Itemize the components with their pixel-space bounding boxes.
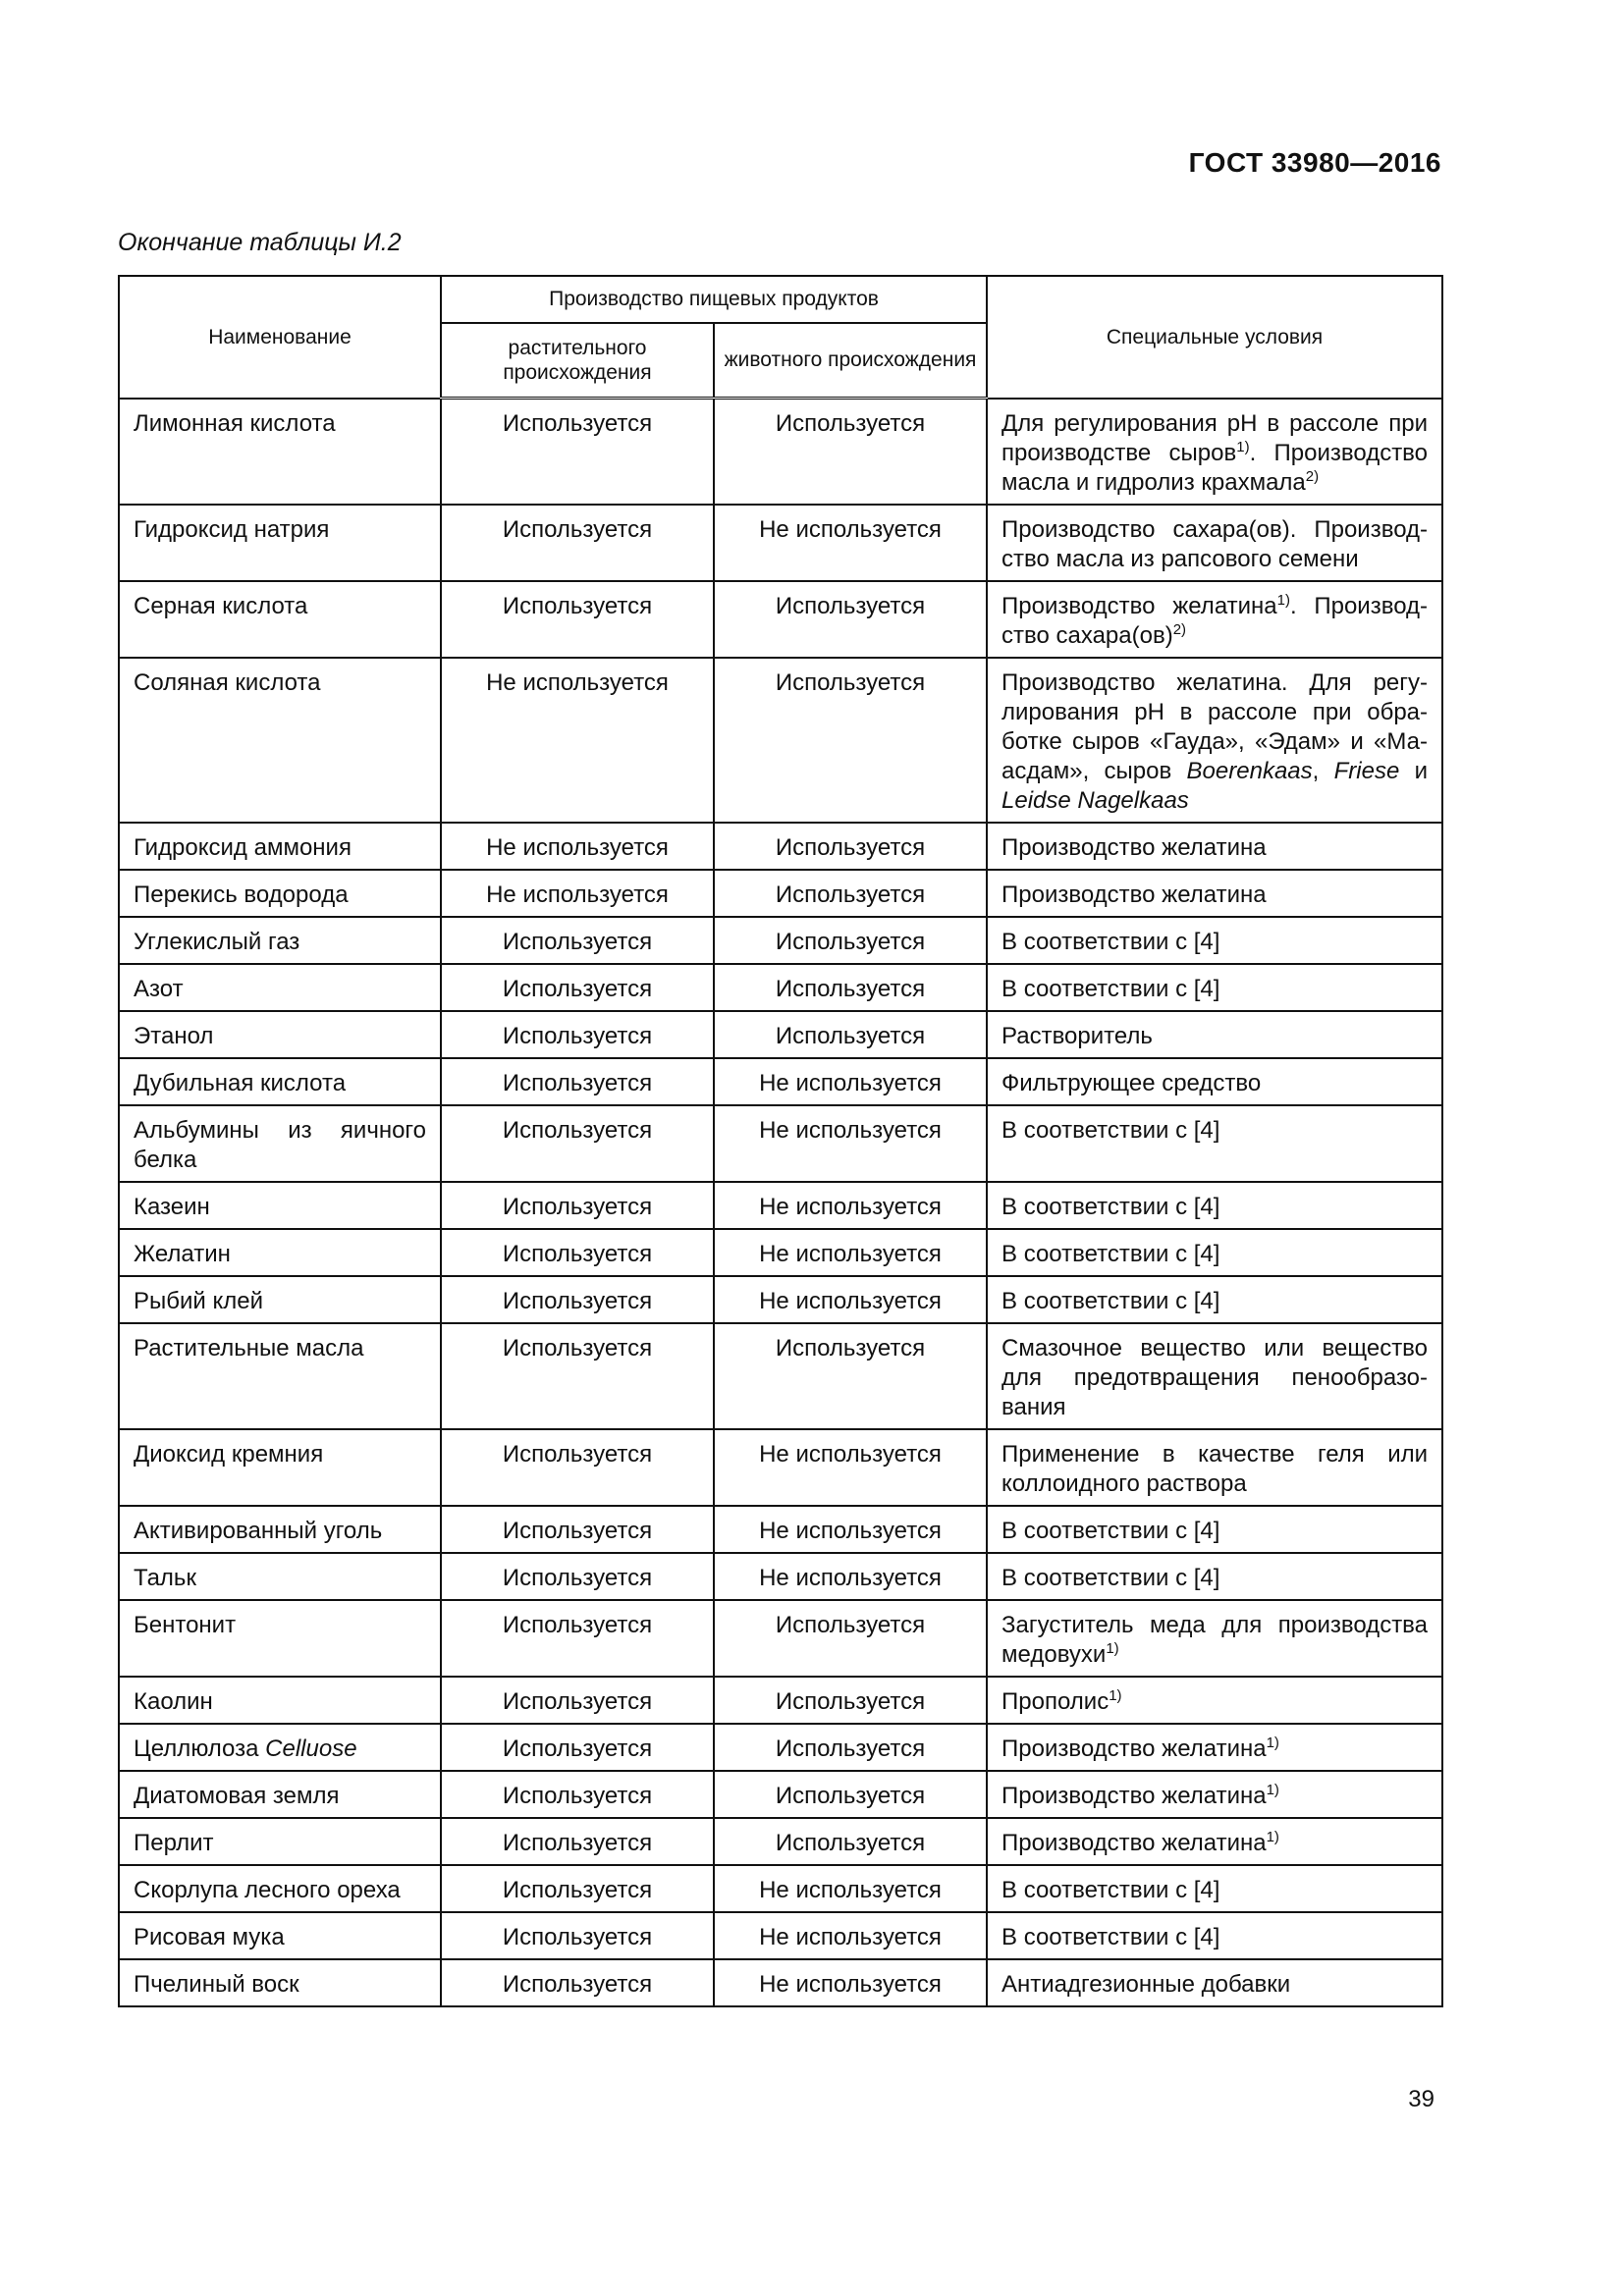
cell-plant-origin: Используется — [441, 1429, 714, 1506]
cell-plant-origin: Используется — [441, 399, 714, 505]
cell-special-conditions: Производство желатина — [987, 870, 1442, 917]
cell-animal-origin: Не используется — [714, 1429, 987, 1506]
cell-plant-origin: Используется — [441, 1553, 714, 1600]
cell-name: Диоксид кремния — [119, 1429, 441, 1506]
cell-plant-origin: Используется — [441, 1323, 714, 1429]
cell-animal-origin: Не используется — [714, 1276, 987, 1323]
cell-name: Бентонит — [119, 1600, 441, 1677]
cell-animal-origin: Используется — [714, 1011, 987, 1058]
cell-plant-origin: Не используется — [441, 823, 714, 870]
cell-special-conditions: Производство желатина$^{1)}$. Производ-ство сахара(ов)$^{2)}$ — [987, 581, 1442, 658]
cell-animal-origin: Не используется — [714, 505, 987, 581]
cell-plant-origin: Используется — [441, 1229, 714, 1276]
cell-animal-origin: Не используется — [714, 1506, 987, 1553]
table-row — [119, 1959, 1442, 2006]
cell-special-conditions: Производство желатина$^{1)}$ — [987, 1771, 1442, 1818]
table-row — [119, 1724, 1442, 1771]
table-row — [119, 1865, 1442, 1912]
table-row — [119, 917, 1442, 964]
table-row — [119, 1276, 1442, 1323]
cell-special-conditions: Прополис$^{1)}$ — [987, 1677, 1442, 1724]
cell-name: Перлит — [119, 1818, 441, 1865]
cell-special-conditions: Производство желатина$^{1)}$ — [987, 1818, 1442, 1865]
cell-plant-origin: Используется — [441, 1677, 714, 1724]
cell-animal-origin: Используется — [714, 964, 987, 1011]
cell-name: Углекислый газ — [119, 917, 441, 964]
cell-special-conditions: Для регулирования pH в рассоле при производстве сыров$^{1)}$. Производство масла и гидролиз крахмала$^{2)}$ — [987, 399, 1442, 505]
cell-animal-origin: Не используется — [714, 1912, 987, 1959]
cell-animal-origin: Используется — [714, 870, 987, 917]
cell-plant-origin: Используется — [441, 505, 714, 581]
cell-plant-origin: Используется — [441, 1724, 714, 1771]
table-body — [119, 399, 1442, 2006]
table-row — [119, 1229, 1442, 1276]
cell-plant-origin: Используется — [441, 917, 714, 964]
cell-plant-origin: Используется — [441, 1276, 714, 1323]
cell-name: Лимонная кислота — [119, 399, 441, 505]
header-food-production: Производство пищевых продуктов — [441, 276, 987, 323]
cell-name: Диатомовая земля — [119, 1771, 441, 1818]
cell-name: Желатин — [119, 1229, 441, 1276]
cell-special-conditions: Производство желатина — [987, 823, 1442, 870]
table-row — [119, 1553, 1442, 1600]
cell-name: Пчелиный воск — [119, 1959, 441, 2006]
table-row — [119, 964, 1442, 1011]
cell-name: Дубильная кислота — [119, 1058, 441, 1105]
table-row — [119, 581, 1442, 658]
cell-name: Перекись водорода — [119, 870, 441, 917]
table-caption: Окончание таблицы И.2 — [118, 229, 402, 256]
cell-name: Азот — [119, 964, 441, 1011]
table-row — [119, 1323, 1442, 1429]
cell-animal-origin: Используется — [714, 399, 987, 505]
cell-special-conditions: Растворитель — [987, 1011, 1442, 1058]
cell-special-conditions: Применение в качестве геля или коллоидного раствора — [987, 1429, 1442, 1506]
table-row — [119, 399, 1442, 505]
cell-name: Каолин — [119, 1677, 441, 1724]
cell-special-conditions: Производство желатина$^{1)}$ — [987, 1724, 1442, 1771]
cell-animal-origin: Не используется — [714, 1865, 987, 1912]
cell-special-conditions: В соответствии с [4] — [987, 1506, 1442, 1553]
cell-animal-origin: Используется — [714, 1323, 987, 1429]
table-row — [119, 1058, 1442, 1105]
cell-animal-origin: Не используется — [714, 1229, 987, 1276]
table-row — [119, 505, 1442, 581]
table-row — [119, 1506, 1442, 1553]
cell-animal-origin: Не используется — [714, 1959, 987, 2006]
cell-animal-origin: Не используется — [714, 1182, 987, 1229]
cell-plant-origin: Используется — [441, 1771, 714, 1818]
cell-animal-origin: Используется — [714, 1818, 987, 1865]
cell-animal-origin: Используется — [714, 1677, 987, 1724]
cell-special-conditions: Смазочное вещество или вещество для предотвращения пенообразо-вания — [987, 1323, 1442, 1429]
cell-animal-origin: Используется — [714, 823, 987, 870]
cell-special-conditions: В соответствии с [4] — [987, 1229, 1442, 1276]
table-row — [119, 1818, 1442, 1865]
cell-plant-origin: Используется — [441, 581, 714, 658]
cell-special-conditions: В соответствии с [4] — [987, 1276, 1442, 1323]
cell-special-conditions: Антиадгезионные добавки — [987, 1959, 1442, 2006]
cell-special-conditions: В соответствии с [4] — [987, 1105, 1442, 1182]
header-plant-origin: растительного происхождения — [441, 323, 714, 399]
table-row — [119, 823, 1442, 870]
cell-special-conditions: Производство сахара(ов). Производ-ство масла из рапсового семени — [987, 505, 1442, 581]
cell-name: Растительные масла — [119, 1323, 441, 1429]
table-row — [119, 1182, 1442, 1229]
cell-name: Гидроксид натрия — [119, 505, 441, 581]
cell-name: Серная кислота — [119, 581, 441, 658]
substances-table — [118, 275, 1443, 2007]
cell-name: Этанол — [119, 1011, 441, 1058]
cell-name: Рыбий клей — [119, 1276, 441, 1323]
header-special-conditions: Специальные условия — [987, 276, 1442, 399]
cell-animal-origin: Не используется — [714, 1058, 987, 1105]
cell-plant-origin: Используется — [441, 964, 714, 1011]
cell-plant-origin: Используется — [441, 1506, 714, 1553]
cell-name: Целлюлоза Celluose — [119, 1724, 441, 1771]
cell-plant-origin: Не используется — [441, 870, 714, 917]
cell-name: Соляная кислота — [119, 658, 441, 823]
cell-name: Тальк — [119, 1553, 441, 1600]
cell-animal-origin: Не используется — [714, 1105, 987, 1182]
cell-plant-origin: Используется — [441, 1959, 714, 2006]
cell-plant-origin: Используется — [441, 1182, 714, 1229]
table-row — [119, 870, 1442, 917]
cell-special-conditions: Производство желатина. Для регу-лирования pH в рассоле при обра-ботке сыров «Гауда», «Эдам» и «Ма-асдам», сыров Boerenkaas, Friese и Leidse Nagelkaas — [987, 658, 1442, 823]
cell-plant-origin: Используется — [441, 1912, 714, 1959]
header-name: Наименование — [119, 276, 441, 399]
cell-plant-origin: Используется — [441, 1058, 714, 1105]
header-animal-origin: животного происхождения — [714, 323, 987, 399]
cell-special-conditions: В соответствии с [4] — [987, 1182, 1442, 1229]
cell-animal-origin: Используется — [714, 1724, 987, 1771]
cell-name: Альбумины из яичного белка — [119, 1105, 441, 1182]
cell-plant-origin: Используется — [441, 1011, 714, 1058]
cell-name: Казеин — [119, 1182, 441, 1229]
cell-animal-origin: Используется — [714, 1771, 987, 1818]
table-row — [119, 1912, 1442, 1959]
cell-special-conditions: В соответствии с [4] — [987, 964, 1442, 1011]
table-row — [119, 1771, 1442, 1818]
cell-special-conditions: Фильтрующее средство — [987, 1058, 1442, 1105]
cell-plant-origin: Используется — [441, 1865, 714, 1912]
cell-name: Рисовая мука — [119, 1912, 441, 1959]
cell-animal-origin: Используется — [714, 917, 987, 964]
cell-special-conditions: В соответствии с [4] — [987, 1912, 1442, 1959]
cell-animal-origin: Используется — [714, 581, 987, 658]
cell-name: Гидроксид аммония — [119, 823, 441, 870]
cell-name: Активированный уголь — [119, 1506, 441, 1553]
cell-special-conditions: В соответствии с [4] — [987, 1865, 1442, 1912]
table-row — [119, 1105, 1442, 1182]
cell-plant-origin: Не используется — [441, 658, 714, 823]
cell-plant-origin: Используется — [441, 1818, 714, 1865]
cell-animal-origin: Не используется — [714, 1553, 987, 1600]
page-number: 39 — [1408, 2086, 1435, 2112]
cell-special-conditions: В соответствии с [4] — [987, 917, 1442, 964]
table-row — [119, 658, 1442, 823]
document-code: ГОСТ 33980—2016 — [1188, 147, 1441, 178]
table-row — [119, 1677, 1442, 1724]
cell-animal-origin: Используется — [714, 658, 987, 823]
table-row — [119, 1600, 1442, 1677]
cell-plant-origin: Используется — [441, 1600, 714, 1677]
table-row — [119, 1011, 1442, 1058]
table-row — [119, 1429, 1442, 1506]
cell-plant-origin: Используется — [441, 1105, 714, 1182]
cell-animal-origin: Используется — [714, 1600, 987, 1677]
cell-name: Скорлупа лесного ореха — [119, 1865, 441, 1912]
cell-special-conditions: В соответствии с [4] — [987, 1553, 1442, 1600]
cell-special-conditions: Загуститель меда для производства медовухи$^{1)}$ — [987, 1600, 1442, 1677]
